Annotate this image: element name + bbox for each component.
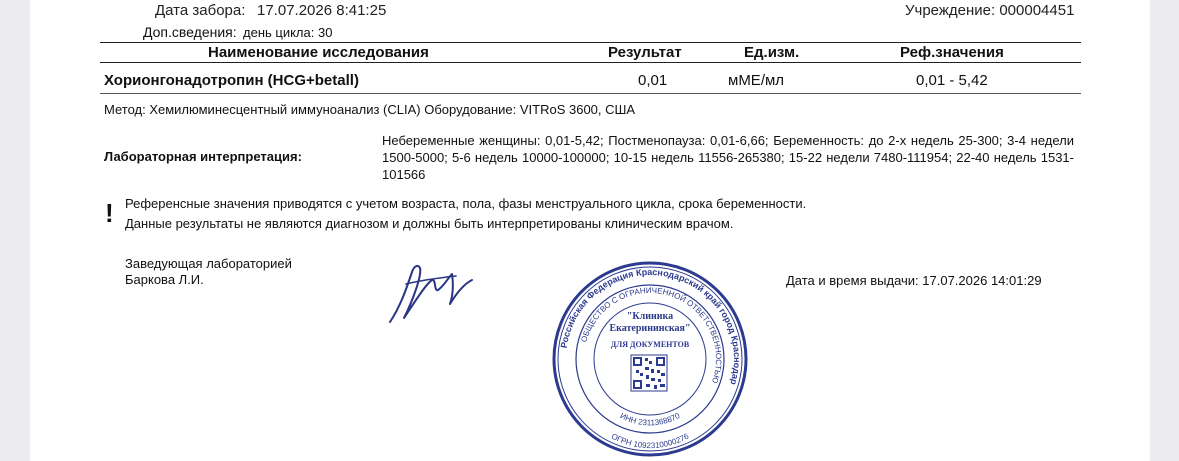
col-header-reference: Реф.значения	[900, 44, 1004, 61]
warning-mark: !	[105, 198, 114, 228]
handwritten-signature	[382, 252, 482, 332]
stamp-ogrn: ОГРН 1092310000276	[609, 431, 691, 451]
collection-date-label: Дата забора:	[155, 2, 246, 19]
stamp-center-line-2: Екатерининская"	[609, 323, 691, 334]
col-header-test-name: Наименование исследования	[208, 44, 429, 61]
notice-line-1: Референсные значения приводятся с учетом возраста, пола, фазы менструального цикла, срока беременности.	[125, 196, 807, 211]
col-header-result: Результат	[608, 44, 682, 61]
lab-report-page	[30, 0, 1150, 461]
stamp-center-line-3: ДЛЯ ДОКУМЕНТОВ	[610, 340, 690, 349]
method-text: Метод: Хемилюминесцентный иммуноанализ (CLIA) Оборудование: VITRoS 3600, США	[104, 102, 636, 117]
test-reference: 0,01 - 5,42	[916, 72, 988, 89]
stamp-qr-code	[631, 355, 667, 391]
collection-date-value: 17.07.2026 8:41:25	[257, 2, 387, 19]
test-unit: мМЕ/мл	[728, 72, 785, 89]
issue-datetime: Дата и время выдачи: 17.07.2026 14:01:29	[786, 273, 1042, 288]
table-header-rule	[100, 62, 1081, 63]
extra-info-value: день цикла: 30	[243, 25, 333, 40]
interpretation-label: Лабораторная интерпретация:	[104, 149, 302, 164]
stamp-outer-text: Российская Федерация Краснодарский край город Краснодар	[558, 266, 743, 386]
stamp-inner-text: ОБЩЕСТВО С ОГРАНИЧЕННОЙ ОТВЕТСТВЕННОСТЬЮ	[579, 285, 724, 385]
stamp-center-line-1: "Клиника	[626, 311, 674, 322]
interpretation-text: Небеременные женщины: 0,01-5,42; Постменопауза: 0,01-6,66; Беременность: до 2-х недель 25-300; 3-4 недели 1500-5000; 5-6 недель 10000-100000; 10-15 недель 11556-265380; 15-22 недели 7480-111954; 22-40 недель 1531-101566	[382, 133, 1074, 182]
notice-line-2: Данные результаты не являются диагнозом и должны быть интерпретированы клиническим врачом.	[125, 216, 734, 231]
test-name: Хорионгонадотропин (HCG+betall)	[104, 72, 359, 89]
institution-code: Учреждение: 000004451	[905, 2, 1075, 19]
test-result: 0,01	[638, 72, 668, 89]
clinic-stamp	[550, 257, 750, 461]
signer-name: Баркова Л.И.	[125, 272, 204, 287]
extra-info-label: Доп.сведения:	[143, 24, 237, 40]
col-header-unit: Ед.изм.	[744, 44, 800, 61]
svg-text:ИНН 2311368870	[619, 411, 682, 427]
signer-title: Заведующая лабораторией	[125, 256, 292, 271]
table-bottom-rule	[100, 93, 1081, 94]
table-top-rule	[100, 42, 1081, 43]
svg-text:ОГРН 1092310000276	[610, 431, 691, 450]
stamp-inn: ИНН 2311368870	[618, 411, 682, 428]
